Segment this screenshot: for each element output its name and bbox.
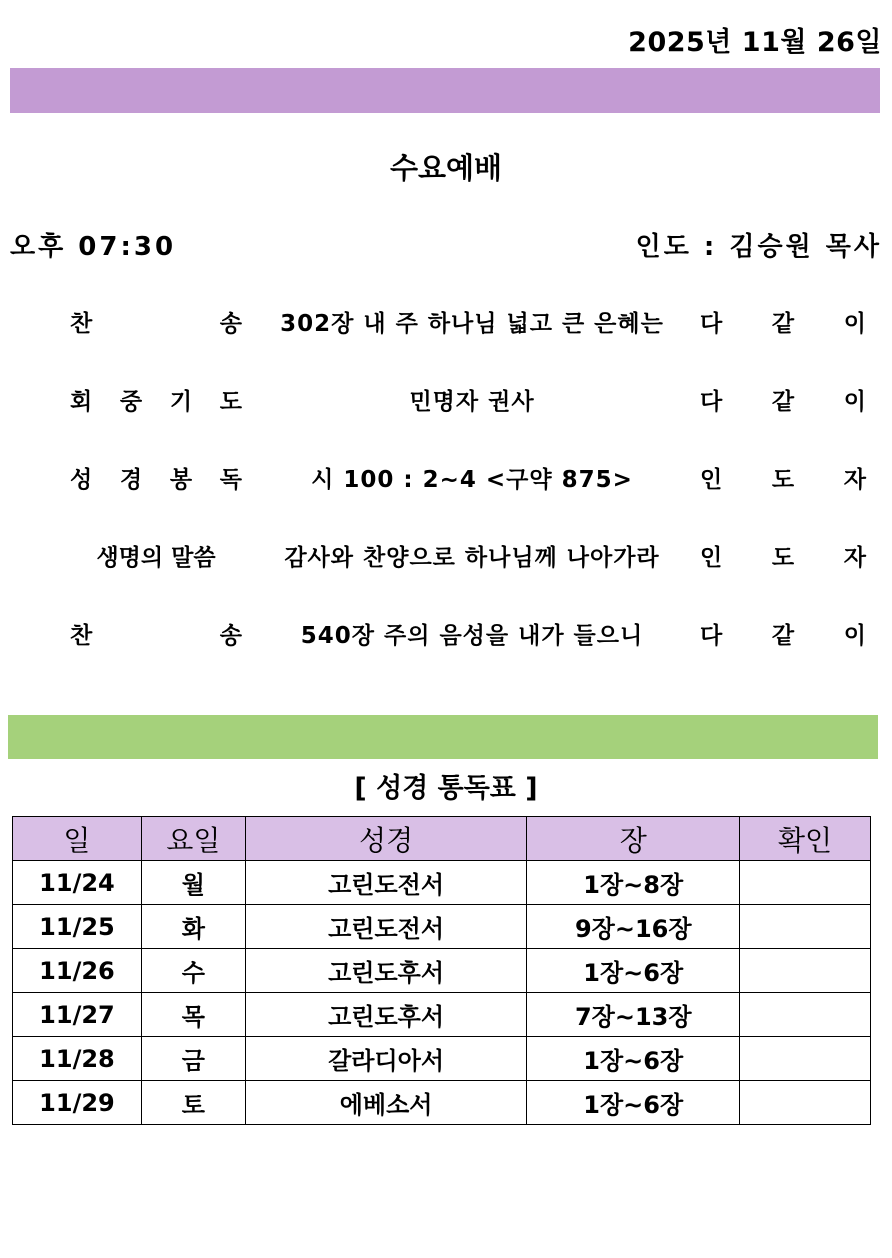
service-title: 수요예배 xyxy=(389,151,503,185)
table-header-row xyxy=(13,817,871,861)
cell-book: 고린도전서 xyxy=(245,861,527,905)
order-row xyxy=(0,461,892,501)
cell-book: 고린도후서 xyxy=(245,949,527,993)
cell-weekday: 토 xyxy=(141,1081,245,1125)
order-content: 540장 주의 음성을 내가 들으니 xyxy=(300,623,644,649)
cell-weekday: 목 xyxy=(141,993,245,1037)
table-row xyxy=(13,993,871,1037)
table-row xyxy=(13,1081,871,1125)
order-participant: 다 같 이 xyxy=(700,623,866,649)
cell-check[interactable] xyxy=(740,949,871,993)
order-row xyxy=(0,539,892,579)
service-leader: 인도 : 김승원 목사 xyxy=(635,232,882,262)
cell-check[interactable] xyxy=(740,905,871,949)
service-time: 오후 07:30 xyxy=(10,232,177,262)
table-row xyxy=(13,861,871,905)
reading-plan-title: [ 성경 통독표 ] xyxy=(354,773,538,804)
table-row xyxy=(13,905,871,949)
cell-book: 고린도후서 xyxy=(245,993,527,1037)
order-role: 성 경 봉 독 xyxy=(70,467,242,493)
order-participant: 인 도 자 xyxy=(700,467,866,493)
cell-chapters: 7장~13장 xyxy=(527,993,740,1037)
cell-book: 갈라디아서 xyxy=(245,1037,527,1081)
cell-date: 11/28 xyxy=(13,1037,142,1081)
order-content: 민명자 권사 xyxy=(409,389,535,415)
cell-weekday: 화 xyxy=(141,905,245,949)
order-row xyxy=(0,617,892,657)
reading-plan-table xyxy=(12,816,871,1125)
header-chapters: 장 xyxy=(527,817,740,861)
cell-weekday: 금 xyxy=(141,1037,245,1081)
order-participant: 다 같 이 xyxy=(700,389,866,415)
order-content: 감사와 찬양으로 하나님께 나아가라 xyxy=(284,545,660,571)
table-row xyxy=(13,1037,871,1081)
cell-chapters: 1장~6장 xyxy=(527,1081,740,1125)
bulletin-date: 2025년 11월 26일 xyxy=(628,27,882,58)
cell-weekday: 수 xyxy=(141,949,245,993)
order-content: 시 100 : 2~4 <구약 875> xyxy=(311,467,633,493)
cell-date: 11/25 xyxy=(13,905,142,949)
header-check: 확인 xyxy=(740,817,871,861)
cell-date: 11/26 xyxy=(13,949,142,993)
order-participant: 인 도 자 xyxy=(700,545,866,571)
cell-date: 11/29 xyxy=(13,1081,142,1125)
cell-check[interactable] xyxy=(740,993,871,1037)
order-role: 찬 송 xyxy=(70,311,242,337)
cell-chapters: 1장~6장 xyxy=(527,1037,740,1081)
cell-date: 11/24 xyxy=(13,861,142,905)
section-divider-green xyxy=(8,715,878,759)
order-content: 302장 내 주 하나님 넓고 큰 은혜는 xyxy=(280,311,664,337)
order-row xyxy=(0,383,892,423)
order-role: 회 중 기 도 xyxy=(70,389,242,415)
cell-weekday: 월 xyxy=(141,861,245,905)
order-role: 찬 송 xyxy=(70,623,242,649)
cell-date: 11/27 xyxy=(13,993,142,1037)
order-participant: 다 같 이 xyxy=(700,311,866,337)
cell-book: 고린도전서 xyxy=(245,905,527,949)
order-row xyxy=(0,305,892,345)
cell-check[interactable] xyxy=(740,1037,871,1081)
cell-chapters: 1장~8장 xyxy=(527,861,740,905)
table-row xyxy=(13,949,871,993)
order-role: 생명의 말씀 xyxy=(96,545,216,571)
cell-book: 에베소서 xyxy=(245,1081,527,1125)
cell-check[interactable] xyxy=(740,1081,871,1125)
cell-chapters: 9장~16장 xyxy=(527,905,740,949)
cell-check[interactable] xyxy=(740,861,871,905)
header-weekday: 요일 xyxy=(141,817,245,861)
header-book: 성경 xyxy=(245,817,527,861)
header-day: 일 xyxy=(13,817,142,861)
header-divider-purple xyxy=(10,68,880,113)
cell-chapters: 1장~6장 xyxy=(527,949,740,993)
